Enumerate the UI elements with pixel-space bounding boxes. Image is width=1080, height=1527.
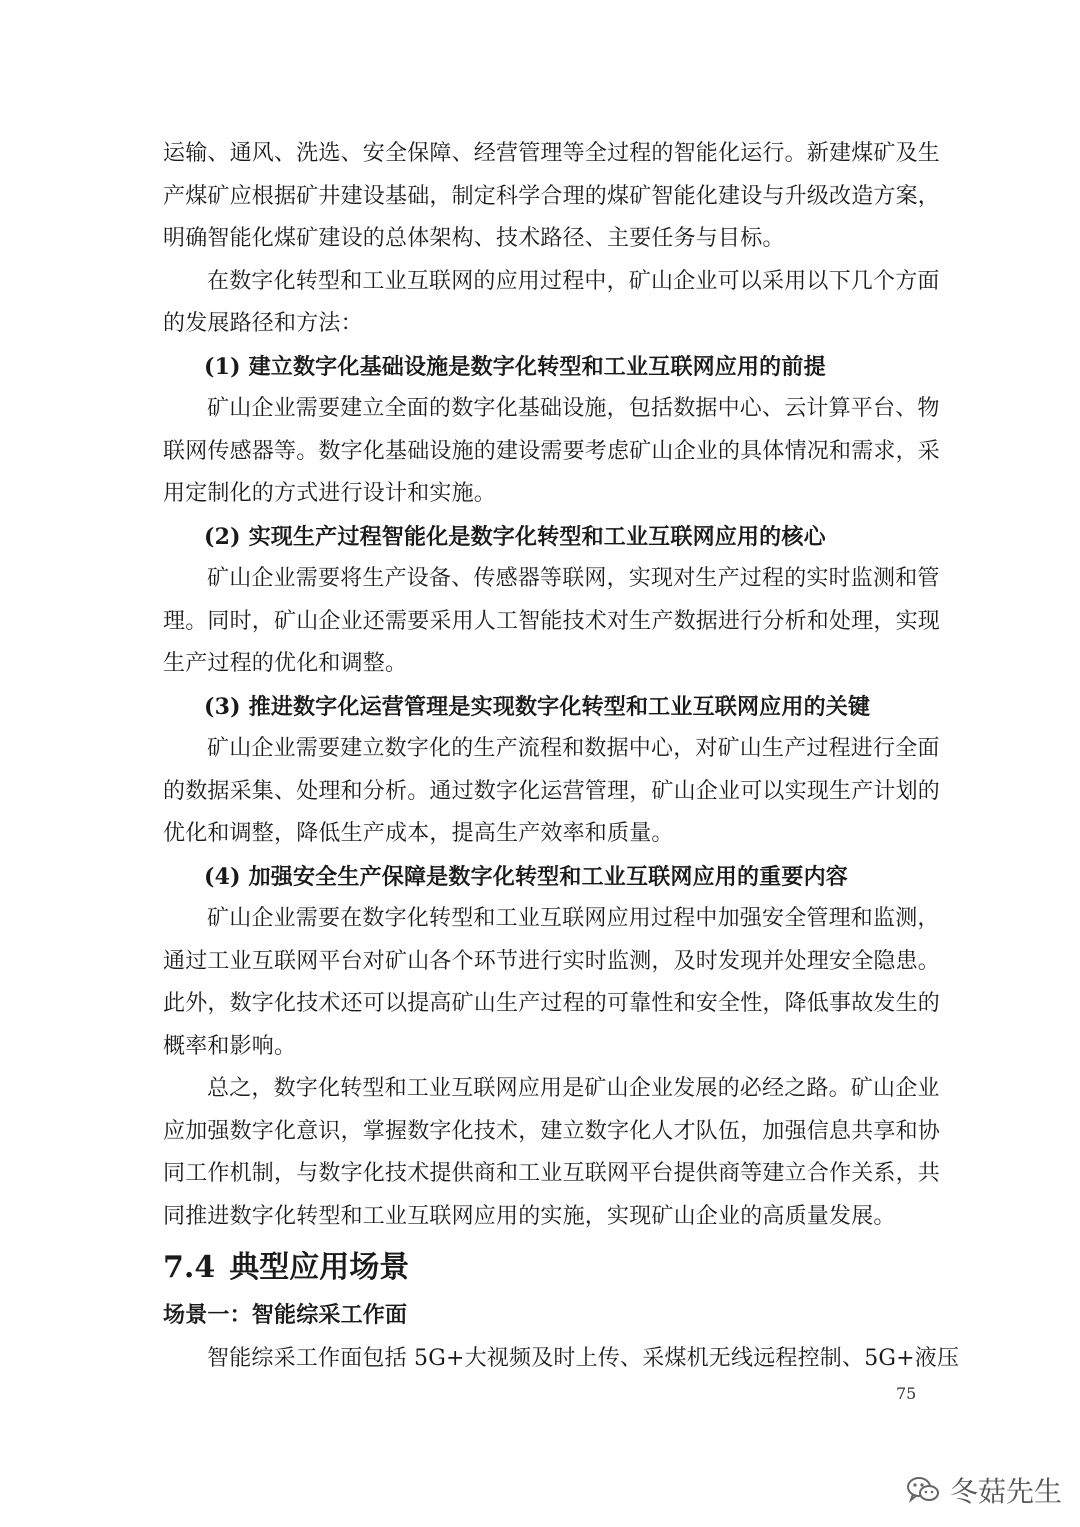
paragraph-start-line: 矿山企业需要建立数字化的生产流程和数据中心，对矿山生产过程进行全面 (207, 736, 940, 761)
body-line: 运输、通风、洗选、安全保障、经营管理等全过程的智能化运行。新建煤矿及生 (163, 141, 941, 166)
paragraph-start-line: 总之，数字化转型和工业互联网应用是矿山企业发展的必经之路。矿山企业 (207, 1076, 940, 1101)
body-line: 联网传感器等。数字化基础设施的建设需要考虑矿山企业的具体情况和需求，采 (163, 439, 941, 464)
paragraph-start-line: 矿山企业需要在数字化转型和工业互联网应用过程中加强安全管理和监测， (207, 906, 940, 931)
section-heading (163, 1248, 409, 1288)
scenario-text: 智能综采工作面包括 5G+大视频及时上传、采煤机无线远程控制、5G+液压 (207, 1346, 960, 1371)
body-line: 生产过程的优化和调整。 (163, 651, 408, 676)
paragraph-start-line: 在数字化转型和工业互联网的应用过程中，矿山企业可以采用以下几个方面 (207, 269, 940, 294)
body-line: 明确智能化煤矿建设的总体架构、技术路径、主要任务与目标。 (163, 226, 785, 251)
subheading-4: (4) 加强安全生产保障是数字化转型和工业互联网应用的重要内容 (204, 864, 848, 890)
subheading-2: (2) 实现生产过程智能化是数字化转型和工业互联网应用的核心 (204, 524, 826, 550)
section-title: 典型应用场景 (229, 1250, 410, 1285)
body-line: 理。同时，矿山企业还需要采用人工智能技术对生产数据进行分析和处理，实现 (163, 609, 941, 634)
subheading-3: (3) 推进数字化运营管理是实现数字化转型和工业互联网应用的关键 (204, 694, 871, 720)
body-line: 此外，数字化技术还可以提高矿山生产过程的可靠性和安全性，降低事故发生的 (163, 991, 941, 1016)
watermark (906, 1470, 1062, 1510)
paragraph-start-line: 矿山企业需要建立全面的数字化基础设施，包括数据中心、云计算平台、物 (207, 396, 940, 421)
paragraph-start-line: 矿山企业需要将生产设备、传感器等联网，实现对生产过程的实时监测和管 (207, 566, 940, 591)
watermark-text: 冬菇先生 (950, 1475, 1063, 1508)
body-line: 的数据采集、处理和分析。通过数字化运营管理，矿山企业可以实现生产计划的 (163, 779, 941, 804)
body-line: 应加强数字化意识，掌握数字化技术，建立数字化人才队伍，加强信息共享和协 (163, 1119, 941, 1144)
body-line: 通过工业互联网平台对矿山各个环节进行实时监测，及时发现并处理安全隐患。 (163, 949, 941, 974)
body-line: 产煤矿应根据矿井建设基础，制定科学合理的煤矿智能化建设与升级改造方案， (163, 184, 941, 209)
scenario-heading: 场景一：智能综采工作面 (163, 1302, 408, 1328)
body-line: 概率和影响。 (163, 1034, 297, 1059)
subheading-1: (1) 建立数字化基础设施是数字化转型和工业互联网应用的前提 (204, 354, 826, 380)
section-number: 7.4 (163, 1250, 216, 1285)
body-line: 同推进数字化转型和工业互联网应用的实施，实现矿山企业的高质量发展。 (163, 1204, 896, 1229)
body-line: 优化和调整，降低生产成本，提高生产效率和质量。 (163, 821, 674, 846)
page-number: 75 (896, 1384, 917, 1403)
body-line: 用定制化的方式进行设计和实施。 (163, 481, 497, 506)
wechat-icon (906, 1475, 940, 1505)
body-line: 的发展路径和方法： (163, 311, 363, 336)
body-line: 同工作机制，与数字化技术提供商和工业互联网平台提供商等建立合作关系，共 (163, 1161, 941, 1186)
